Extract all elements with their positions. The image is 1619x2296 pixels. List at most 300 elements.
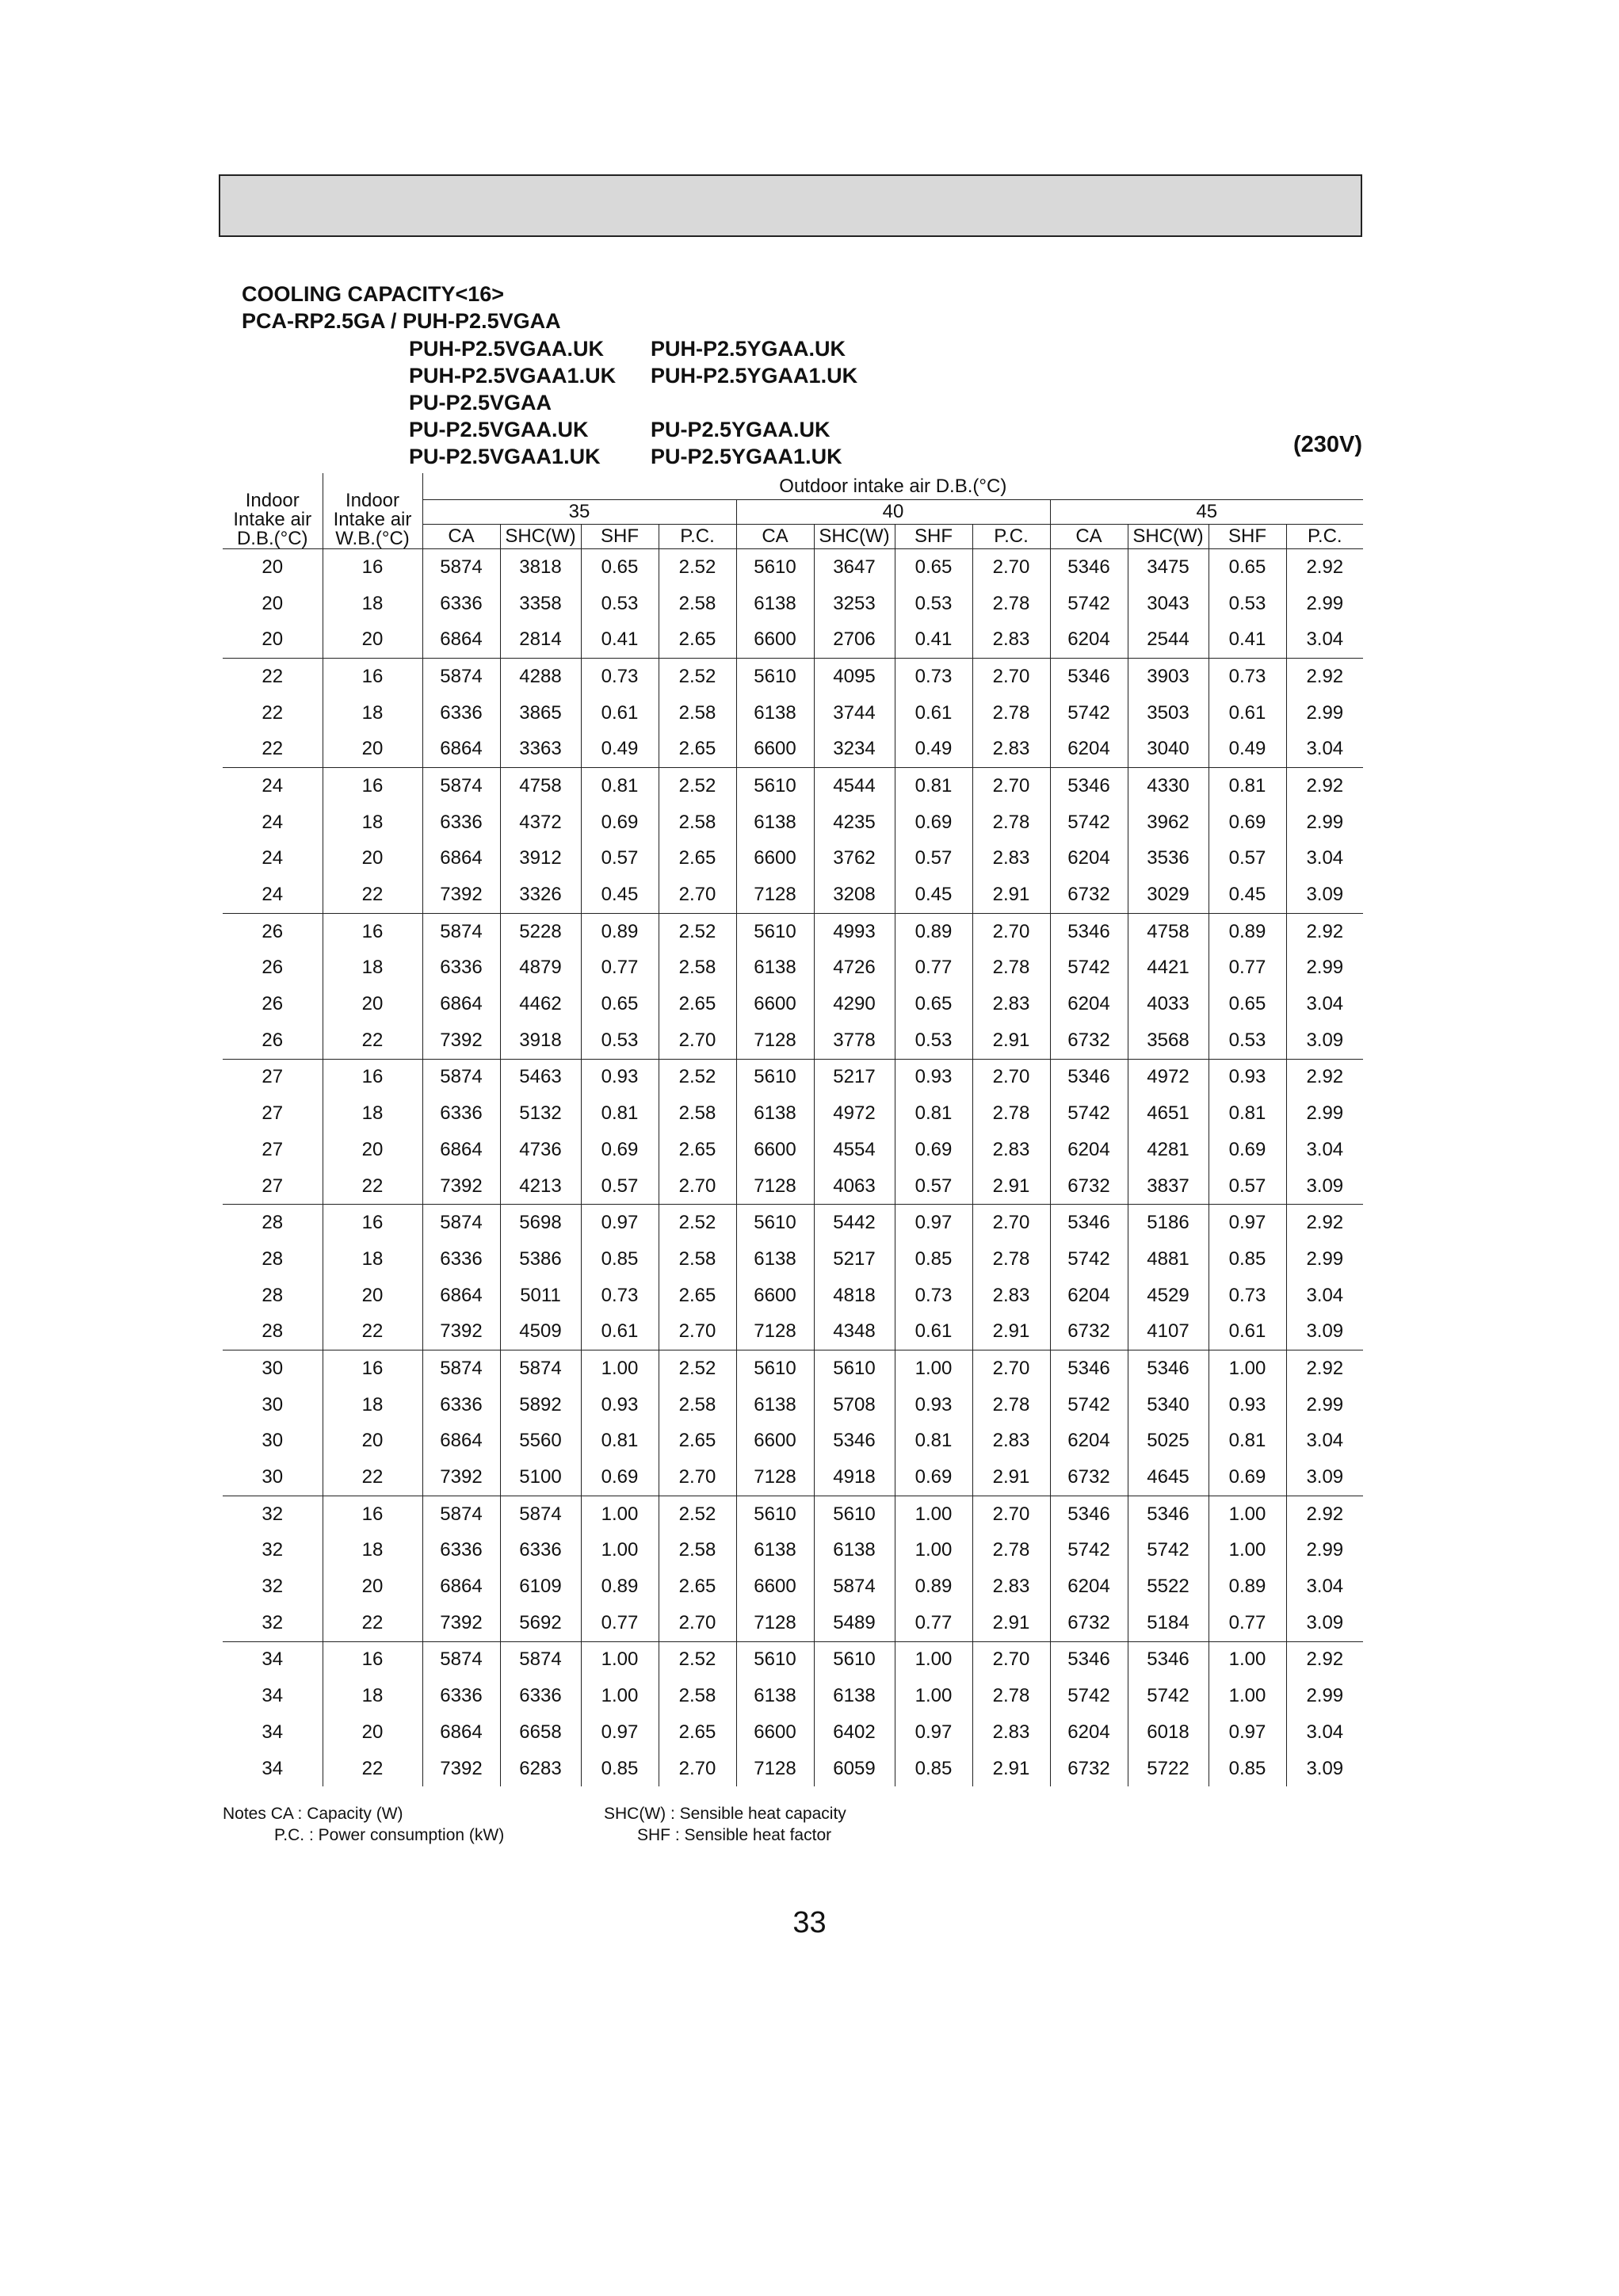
table-cell: 3912 [500,841,581,877]
table-cell: 3208 [814,877,895,913]
table-cell: 0.89 [1209,913,1286,949]
table-cell: 2.52 [659,1059,736,1095]
table-row [223,841,1363,877]
table-cell: 6732 [1050,1168,1128,1205]
table-cell: 3475 [1128,549,1209,586]
table-cell: 3.04 [1286,1278,1363,1314]
col-ca: CA [1050,525,1128,549]
table-cell: 7392 [422,1605,500,1641]
table-cell: 5346 [814,1423,895,1460]
table-cell: 3.04 [1286,986,1363,1022]
table-cell: 0.89 [581,1568,659,1605]
table-cell: 5610 [814,1641,895,1678]
table-cell: 4554 [814,1132,895,1168]
note-ca: Notes CA : Capacity (W) [223,1805,403,1823]
table-cell: 5217 [814,1059,895,1095]
table-cell: 0.89 [581,913,659,949]
table-cell: 5011 [500,1278,581,1314]
table-cell: 0.61 [895,1313,972,1350]
table-row [223,1059,1363,1095]
table-cell: 3837 [1128,1168,1209,1205]
table-cell: 0.97 [581,1714,659,1751]
table-cell: 16 [323,549,422,586]
table-cell: 0.81 [895,768,972,804]
table-cell: 3.04 [1286,621,1363,658]
table-cell: 16 [323,768,422,804]
table-cell: 1.00 [895,1350,972,1387]
table-row [223,659,1363,695]
table-cell: 2.83 [972,731,1050,767]
table-cell: 3.04 [1286,841,1363,877]
table-row [223,1641,1363,1678]
table-cell: 5463 [500,1059,581,1095]
table-cell: 24 [223,768,323,804]
table-cell: 2.91 [972,1605,1050,1641]
table-cell: 6336 [500,1678,581,1714]
table-cell: 2.78 [972,695,1050,732]
table-cell: 5346 [1050,1205,1128,1241]
table-cell: 2.78 [972,1387,1050,1423]
table-row [223,1022,1363,1059]
table-cell: 2.78 [972,1241,1050,1278]
table-cell: 6138 [814,1678,895,1714]
table-cell: 4033 [1128,986,1209,1022]
table-cell: 6138 [736,1241,814,1278]
table-cell: 0.53 [895,1022,972,1059]
table-cell: 6864 [422,841,500,877]
table-cell: 2.52 [659,913,736,949]
table-cell: 4651 [1128,1095,1209,1132]
indoor-db-header [223,473,323,549]
col-shc: SHC(W) [1128,525,1209,549]
table-cell: 5442 [814,1205,895,1241]
table-cell: 6138 [736,1533,814,1569]
table-cell: 4235 [814,804,895,841]
col-pc: P.C. [972,525,1050,549]
table-cell: 0.93 [581,1059,659,1095]
col-pc: P.C. [1286,525,1363,549]
table-cell: 0.57 [895,841,972,877]
table-cell: 27 [262,1175,284,1197]
table-cell: 6600 [736,1132,814,1168]
table-cell: 4881 [1128,1241,1209,1278]
table-cell: 3818 [500,549,581,586]
table-cell: 4290 [814,986,895,1022]
table-cell: 2.83 [972,621,1050,658]
table-cell: 3326 [500,877,581,913]
table-cell: 18 [323,1387,422,1423]
table-cell: 7128 [736,1459,814,1496]
table-cell: 0.85 [895,1751,972,1787]
table-row [223,1132,1363,1168]
table-row [223,950,1363,987]
table-cell: 2.70 [972,1205,1050,1241]
table-cell: 2.70 [659,1168,736,1205]
table-cell: 6109 [500,1568,581,1605]
table-cell: 4509 [500,1313,581,1350]
table-cell: 0.69 [1209,1132,1286,1168]
table-cell: 2.83 [972,986,1050,1022]
table-cell: 2.92 [1286,549,1363,586]
outdoor-temp-35: 35 [422,500,736,525]
model-name: PUH-P2.5YGAA.UK [651,337,846,361]
table-cell: 6336 [422,1533,500,1569]
table-cell: 1.00 [1209,1350,1286,1387]
table-cell: 5874 [422,549,500,586]
table-cell: 1.00 [581,1641,659,1678]
table-cell: 2.70 [972,1059,1050,1095]
table-cell: 32 [262,1539,284,1561]
table-cell: 4818 [814,1278,895,1314]
table-cell: 22 [323,877,422,913]
table-cell: 24 [262,847,284,869]
table-cell: 2.83 [972,1423,1050,1460]
table-cell: 18 [323,586,422,622]
table-cell: 0.49 [895,731,972,767]
table-row [223,1459,1363,1496]
table-cell: 2.52 [659,1350,736,1387]
table-cell: 0.69 [1209,1459,1286,1496]
table-cell: 5610 [736,1350,814,1387]
table-cell: 16 [323,913,422,949]
table-cell: 2814 [500,621,581,658]
table-cell: 22 [323,1751,422,1787]
heading-block [242,281,561,334]
table-cell: 1.00 [581,1496,659,1532]
table-cell: 6600 [736,1568,814,1605]
table-cell: 0.45 [895,877,972,913]
table-cell: 6204 [1050,986,1128,1022]
table-cell: 0.69 [581,1132,659,1168]
table-cell: 34 [262,1721,284,1743]
col-shf: SHF [895,525,972,549]
table-cell: 20 [323,1568,422,1605]
table-cell: 24 [262,884,284,906]
header-line: W.B.(°C) [335,528,410,549]
table-cell: 3029 [1128,877,1209,913]
table-cell: 5874 [422,768,500,804]
table-cell: 3647 [814,549,895,586]
table-cell: 5742 [1128,1533,1209,1569]
table-row [223,586,1363,622]
table-cell: 2.78 [972,1678,1050,1714]
table-row [223,913,1363,949]
table-cell: 2.52 [659,768,736,804]
table-row [223,1678,1363,1714]
table-cell: 4372 [500,804,581,841]
table-cell: 2.70 [972,768,1050,804]
table-row [223,1496,1363,1532]
table-cell: 22 [262,738,284,760]
table-cell: 5346 [1050,1059,1128,1095]
table-cell: 1.00 [895,1533,972,1569]
table-cell: 0.53 [895,586,972,622]
table-cell: 5742 [1050,1095,1128,1132]
table-cell: 3.04 [1286,1714,1363,1751]
table-cell: 5610 [736,1059,814,1095]
table-cell: 32 [262,1576,284,1598]
page-number: 33 [792,1906,827,1939]
table-cell: 2.91 [972,1313,1050,1350]
table-cell: 0.93 [895,1387,972,1423]
model-row [409,416,888,443]
table-cell: 3503 [1128,695,1209,732]
table-cell: 4544 [814,768,895,804]
table-cell: 5340 [1128,1387,1209,1423]
table-body [223,549,1363,1787]
table-cell: 0.77 [895,950,972,987]
table-cell: 3762 [814,841,895,877]
table-cell: 0.65 [1209,549,1286,586]
table-cell: 2.78 [972,1533,1050,1569]
table-cell: 6204 [1050,1714,1128,1751]
table-cell: 6138 [736,1095,814,1132]
table-cell: 4993 [814,913,895,949]
table-cell: 4281 [1128,1132,1209,1168]
table-cell: 27 [223,1059,323,1095]
table-cell: 22 [262,701,284,724]
table-cell: 5874 [500,1496,581,1532]
table-cell: 34 [262,1685,284,1707]
table-cell: 3.09 [1286,1022,1363,1059]
table-cell: 6336 [422,804,500,841]
table-cell: 0.57 [581,1168,659,1205]
table-cell: 5874 [422,1496,500,1532]
col-shc: SHC(W) [500,525,581,549]
table-cell: 2.83 [972,1568,1050,1605]
table-cell: 2.70 [659,1459,736,1496]
table-cell: 1.00 [895,1641,972,1678]
table-cell: 6732 [1050,1605,1128,1641]
table-cell: 5610 [736,913,814,949]
table-cell: 2.99 [1286,804,1363,841]
table-cell: 2.92 [1286,1641,1363,1678]
table-cell: 20 [323,621,422,658]
table-cell: 0.53 [1209,586,1286,622]
table-row [223,1168,1363,1205]
table-cell: 28 [223,1205,323,1241]
table-cell: 6336 [422,950,500,987]
table-cell: 4462 [500,986,581,1022]
table-cell: 0.93 [1209,1059,1286,1095]
page-title: COOLING CAPACITY<16> [242,282,505,306]
table-cell: 6336 [500,1533,581,1569]
table-cell: 2.91 [972,1751,1050,1787]
table-cell: 4645 [1128,1459,1209,1496]
table-row [223,1533,1363,1569]
table-cell: 6059 [814,1751,895,1787]
table-cell: 16 [323,1205,422,1241]
table-cell: 4330 [1128,768,1209,804]
model-main: PCA-RP2.5GA / PUH-P2.5VGAA [242,309,561,333]
table-cell: 2.70 [972,1496,1050,1532]
table-row [223,1605,1363,1641]
cooling-capacity-table [223,473,1363,1786]
table-cell: 0.65 [581,986,659,1022]
col-shf: SHF [1209,525,1286,549]
table-cell: 6864 [422,1714,500,1751]
col-ca: CA [422,525,500,549]
table-row [223,986,1363,1022]
table-cell: 2.70 [659,1313,736,1350]
table-cell: 20 [262,628,284,651]
table-cell: 22 [223,659,323,695]
table-cell: 2.65 [659,1132,736,1168]
table-cell: 1.00 [1209,1533,1286,1569]
table-cell: 2.58 [659,1095,736,1132]
table-cell: 5874 [500,1641,581,1678]
table-cell: 0.85 [581,1751,659,1787]
table-cell: 5610 [814,1350,895,1387]
table-cell: 2.58 [659,804,736,841]
table-cell: 6864 [422,1423,500,1460]
table-cell: 0.41 [581,621,659,658]
table-cell: 5742 [1050,1678,1128,1714]
table-cell: 3.04 [1286,1132,1363,1168]
table-cell: 0.61 [581,695,659,732]
table-cell: 3363 [500,731,581,767]
table-cell: 4758 [1128,913,1209,949]
table-cell: 2.92 [1286,659,1363,695]
table-cell: 2.70 [659,1751,736,1787]
table-cell: 2.52 [659,659,736,695]
table-cell: 27 [262,1138,284,1160]
table-cell: 6138 [736,950,814,987]
table-cell: 26 [262,993,284,1015]
model-list [409,335,888,470]
table-cell: 0.61 [581,1313,659,1350]
table-cell: 2.92 [1286,913,1363,949]
table-cell: 18 [323,1095,422,1132]
table-cell: 0.53 [1209,1022,1286,1059]
table-cell: 4213 [500,1168,581,1205]
table-cell: 0.89 [895,913,972,949]
table-cell: 5742 [1128,1678,1209,1714]
model-row [409,443,888,470]
table-cell: 2.99 [1286,1241,1363,1278]
col-shc: SHC(W) [814,525,895,549]
table-cell: 6138 [736,1387,814,1423]
table-cell: 7128 [736,1313,814,1350]
table-cell: 0.41 [1209,621,1286,658]
table-cell: 0.53 [581,1022,659,1059]
table-cell: 3778 [814,1022,895,1059]
table-cell: 4758 [500,768,581,804]
table-cell: 0.93 [895,1059,972,1095]
table-cell: 0.53 [581,586,659,622]
table-cell: 26 [223,913,323,949]
table-cell: 5742 [1050,1241,1128,1278]
table-cell: 2.78 [972,804,1050,841]
table-cell: 2.58 [659,1678,736,1714]
table-row [223,1241,1363,1278]
table-cell: 5742 [1050,1387,1128,1423]
table-cell: 6138 [814,1533,895,1569]
table-cell: 1.00 [581,1533,659,1569]
table-cell: 0.73 [1209,1278,1286,1314]
table-cell: 2.99 [1286,950,1363,987]
table-cell: 2.91 [972,877,1050,913]
table-cell: 2.99 [1286,695,1363,732]
table-cell: 2.91 [972,1022,1050,1059]
table-cell: 6336 [422,1241,500,1278]
header-row [223,473,1363,500]
table-cell: 0.93 [581,1387,659,1423]
table-cell: 4421 [1128,950,1209,987]
table-cell: 4063 [814,1168,895,1205]
table-cell: 0.97 [895,1714,972,1751]
table-cell: 18 [323,1533,422,1569]
table-cell: 0.41 [895,621,972,658]
model-name: PUH-P2.5VGAA.UK [409,337,605,361]
table-cell: 0.97 [581,1205,659,1241]
table-cell: 4736 [500,1132,581,1168]
table-cell: 5346 [1128,1496,1209,1532]
table-cell: 0.45 [1209,877,1286,913]
table-cell: 2.70 [659,1605,736,1641]
table-cell: 0.81 [895,1423,972,1460]
table-cell: 16 [323,659,422,695]
table-cell: 5346 [1128,1641,1209,1678]
table-cell: 34 [223,1641,323,1678]
table-cell: 6336 [422,1095,500,1132]
table-cell: 3.04 [1286,1423,1363,1460]
table-cell: 30 [262,1466,284,1488]
table-cell: 3043 [1128,586,1209,622]
table-cell: 0.81 [581,768,659,804]
table-cell: 7392 [422,1751,500,1787]
table-cell: 2.83 [972,1132,1050,1168]
model-name: PU-P2.5YGAA.UK [651,418,831,441]
table-cell: 18 [323,695,422,732]
table-cell: 20 [323,731,422,767]
table-cell: 7392 [422,1459,500,1496]
table-cell: 4726 [814,950,895,987]
table-cell: 5692 [500,1605,581,1641]
table-cell: 0.73 [581,1278,659,1314]
table-cell: 0.97 [1209,1205,1286,1241]
table-cell: 0.73 [581,659,659,695]
table-cell: 20 [323,1423,422,1460]
table-cell: 6138 [736,1678,814,1714]
outdoor-temp-40: 40 [736,500,1050,525]
table-cell: 3536 [1128,841,1209,877]
col-shf: SHF [581,525,659,549]
table-cell: 20 [262,556,284,578]
table-cell: 6204 [1050,1278,1128,1314]
table-cell: 6283 [500,1751,581,1787]
table-cell: 2.58 [659,1241,736,1278]
table-cell: 6600 [736,731,814,767]
table-cell: 6600 [736,986,814,1022]
table-cell: 3358 [500,586,581,622]
table-cell: 5874 [422,659,500,695]
table-cell: 0.89 [895,1568,972,1605]
table-cell: 2.78 [972,586,1050,622]
table-cell: 0.57 [1209,841,1286,877]
table-cell: 5722 [1128,1751,1209,1787]
table-cell: 0.81 [895,1095,972,1132]
table-cell: 6018 [1128,1714,1209,1751]
table-cell: 3.09 [1286,877,1363,913]
table-cell: 0.65 [895,549,972,586]
table-cell: 6138 [736,695,814,732]
table-cell: 3.09 [1286,1751,1363,1787]
table-cell: 2.92 [1286,1350,1363,1387]
table-cell: 4972 [814,1095,895,1132]
header-line: Indoor [345,490,400,511]
table-cell: 2.52 [659,1641,736,1678]
